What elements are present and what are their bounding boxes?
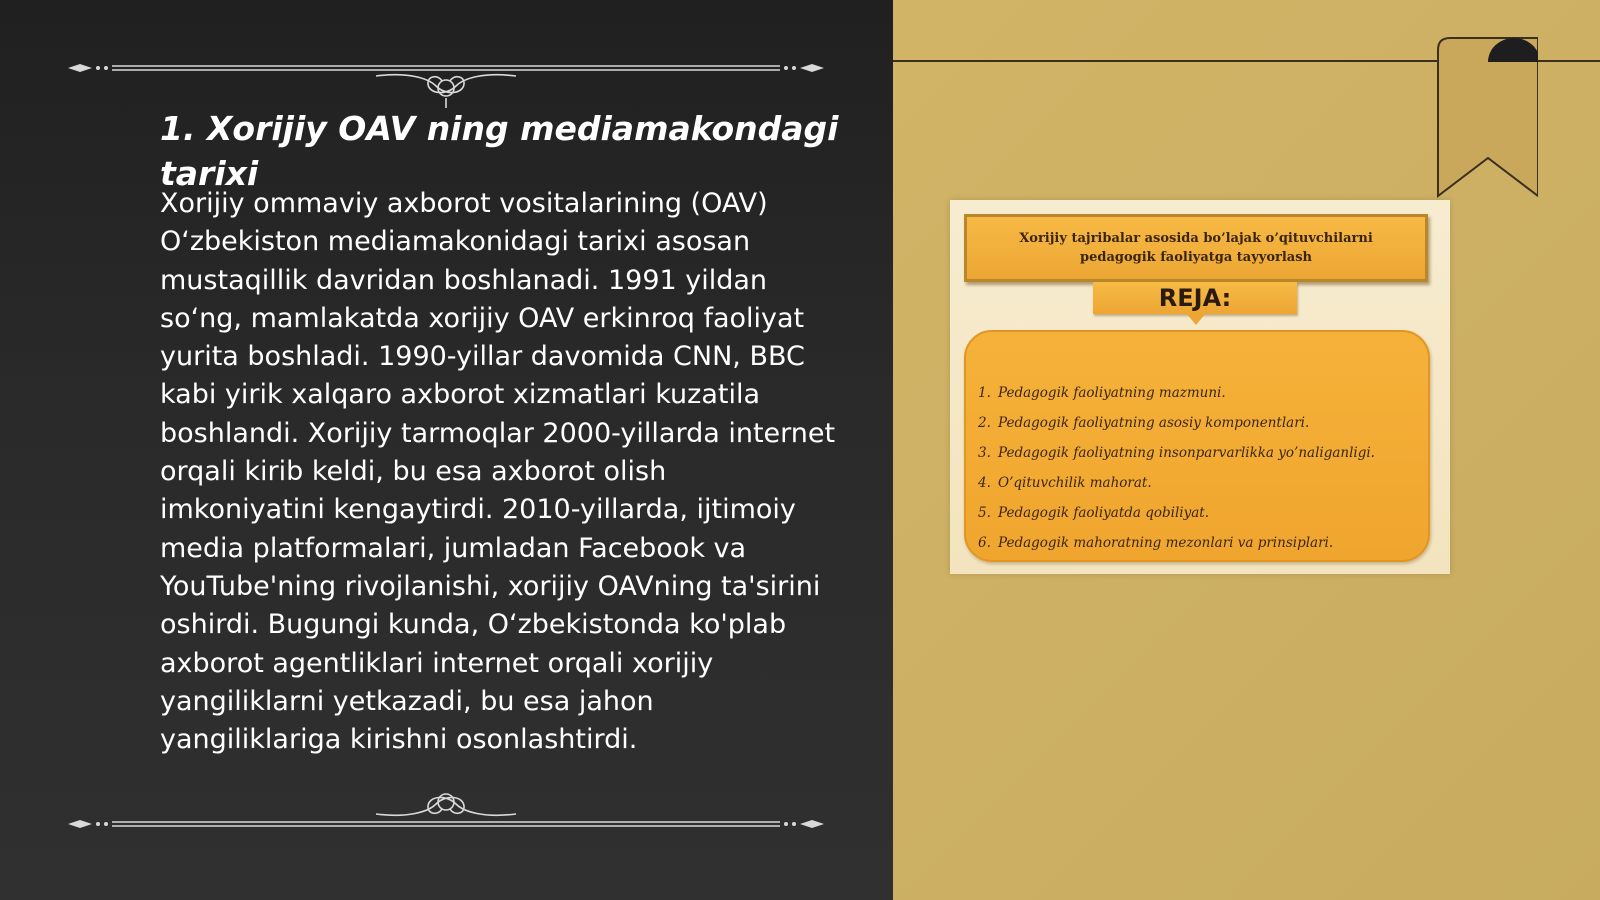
ornamental-divider-icon — [68, 782, 824, 834]
plan-item-number: 2. — [978, 415, 991, 431]
plan-item-text: Pedagogik faoliyatning asosiy komponentlari. — [998, 415, 1310, 431]
plan-item-text: Pedagogik faoliyatning insonparvarlikka yo’naliganligi. — [998, 445, 1375, 461]
plan-list-item — [978, 378, 1375, 408]
plan-item-text: Pedagogik faoliyatda qobiliyat. — [998, 505, 1210, 521]
plan-item-number: 4. — [978, 475, 991, 491]
plan-image-card — [950, 200, 1450, 574]
plan-list-item — [978, 498, 1375, 528]
slide-title: 1. Xorijiy OAV ning mediamakondagi tarixi — [160, 109, 839, 193]
reja-label: REJA: — [1093, 282, 1297, 314]
plan-item-text: Pedagogik faoliyatning mazmuni. — [998, 385, 1226, 401]
plan-list-item — [978, 528, 1375, 558]
plan-list-item — [978, 438, 1375, 468]
plan-item-number: 6. — [978, 535, 991, 551]
plan-list — [978, 378, 1375, 558]
plan-item-number: 5. — [978, 505, 991, 521]
plan-item-number: 1. — [978, 385, 991, 401]
plan-header: Xorijiy tajribalar asosida bo’lajak o’qituvchilarni pedagogik faoliyatga tayyorlash — [964, 214, 1428, 282]
bookmark-ribbon-icon — [1436, 36, 1538, 198]
ornamental-divider-icon — [68, 56, 824, 108]
plan-item-number: 3. — [978, 445, 991, 461]
plan-list-item — [978, 408, 1375, 438]
plan-item-text: O’qituvchilik mahorat. — [998, 475, 1152, 491]
plan-item-text: Pedagogik mahoratning mezonlari va prinsiplari. — [998, 535, 1334, 551]
plan-list-item — [978, 468, 1375, 498]
plan-list-box — [964, 330, 1430, 562]
slide-body-text: Xorijiy ommaviy axborot vositalarining (OAV) O‘zbekiston mediamakonidagi tarixi asosan mustaqillik davridan boshlanadi. 1991 yildan so‘ng, mamlakatda xorijiy OAV erkinroq faoliyat yurita boshladi. 1990-yillar davomida CNN, BBC kabi yirik xalqaro axborot xizmatlari kuzatila boshlandi. Xorijiy tarmoqlar 2000-yillarda internet orqali kirib keldi, bu esa axborot olish imkoniyatini kengaytirdi. 2010-yillarda, ijtimoiy media platformalari, jumladan Facebook va YouTube'ning rivojlanishi, xorijiy OAVning ta'sirini oshirdi. Bugungi kunda, O‘zbekistonda ko'plab axborot agentliklari internet orqali xorijiy yangiliklarni yetkazadi, bu esa jahon yangiliklariga kirishni osonlashtirdi. — [160, 188, 836, 756]
down-arrow-icon — [1186, 313, 1206, 325]
